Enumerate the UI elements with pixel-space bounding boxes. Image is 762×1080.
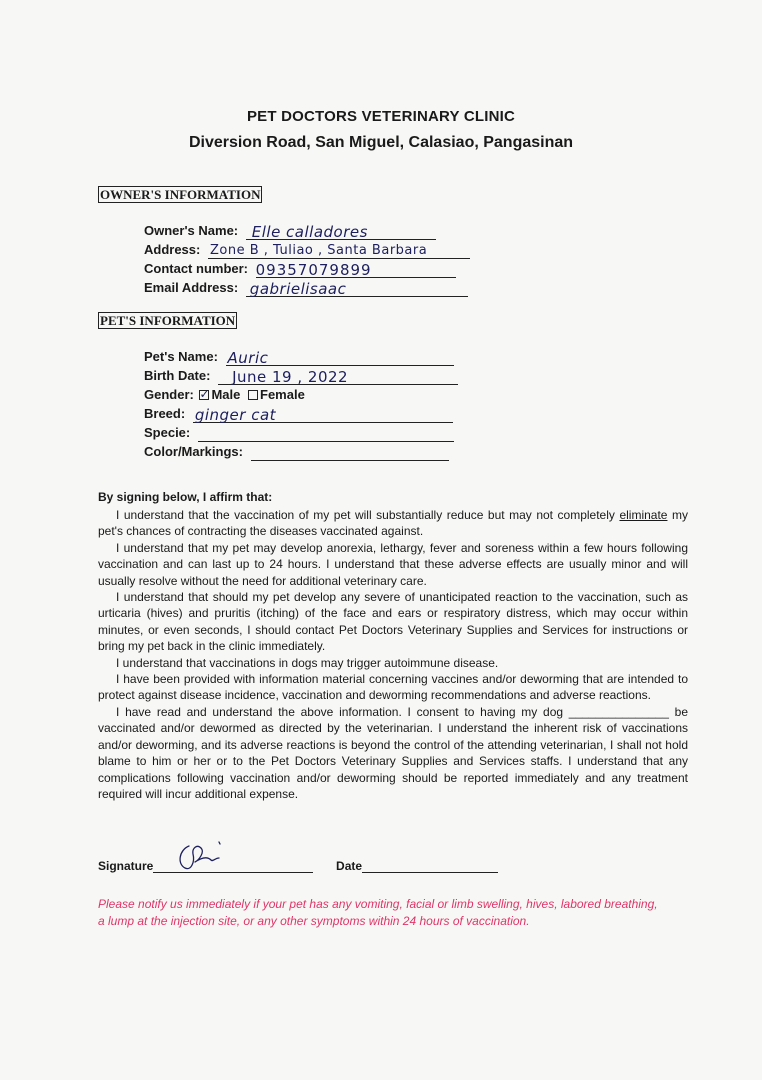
pet-name-label: Pet's Name:	[144, 349, 218, 364]
pet-breed-value: ginger cat	[194, 406, 277, 424]
pet-section-title: PET'S INFORMATION	[100, 313, 236, 328]
owner-section-title: OWNER'S INFORMATION	[100, 187, 261, 202]
gender-female-checkbox[interactable]	[248, 390, 258, 400]
pet-breed-row	[144, 405, 453, 423]
owner-name-value: Elle calladores	[251, 223, 368, 241]
gender-female-label: Female	[260, 387, 305, 402]
pet-breed-field[interactable]	[193, 406, 453, 423]
owner-address-value: Zone B , Tuliao , Santa Barbara	[209, 243, 428, 258]
pet-name-value: Auric	[227, 349, 269, 367]
affirmation-heading: By signing below, I affirm that:	[98, 490, 273, 504]
pet-name-row	[144, 348, 454, 366]
affirmation-paragraph: I understand that my pet may develop anorexia, lethargy, fever and soreness within a few hours following vaccination and can last up to 24 hours. I understand that these adverse effects are usually minor and will usually resolve without the need for additional veterinary care.	[98, 540, 688, 588]
owner-name-row	[144, 222, 436, 240]
checkmark-icon: ✓	[199, 386, 210, 401]
affirmation-p1-end: my pet's chances of contracting the diseases vaccinated against.	[98, 508, 688, 539]
pet-birth-field[interactable]	[218, 368, 458, 385]
clinic-name: PET DOCTORS VETERINARY CLINIC	[246, 108, 516, 125]
affirmation-paragraph: I understand that vaccinations in dogs may trigger autoimmune disease.	[116, 655, 499, 670]
pet-gender-label: Gender:	[144, 387, 194, 402]
owner-contact-label: Contact number:	[144, 261, 248, 276]
owner-address-label: Address:	[144, 242, 201, 257]
affirmation-p1-underlined: eliminate	[619, 508, 668, 522]
signature-row	[98, 858, 498, 873]
owner-contact-field[interactable]	[256, 261, 456, 278]
owner-name-label: Owner's Name:	[144, 223, 239, 238]
affirmation-body	[98, 507, 688, 802]
pet-specie-label: Specie:	[144, 425, 191, 440]
owner-email-label: Email Address:	[144, 280, 239, 295]
owner-email-field[interactable]	[246, 280, 468, 297]
affirmation-paragraph: I have been provided with information material concerning vaccines and/or deworming that are intended to protect against disease incidence, vaccination and deworming recommendations and adverse reactions.	[98, 672, 688, 703]
pet-birth-label: Birth Date:	[144, 368, 211, 383]
signature-label: Signature	[98, 859, 154, 873]
affirmation-paragraph: I understand that should my pet develop any severe of unanticipated reaction to the vaccination, such as urticaria (hives) and pruritis (itching) of the face and ears or respiratory distress, which may occur within minutes, or even seconds, I should contact Pet Doctors Veterinary Supplies and Services for instructions or bring my pet back in the clinic immediately.	[98, 590, 688, 654]
pet-color-field[interactable]	[251, 444, 449, 461]
signature-field[interactable]	[153, 858, 313, 873]
pet-birth-row	[144, 367, 458, 385]
owner-address-field[interactable]	[208, 242, 470, 259]
owner-contact-value: 09357079899	[255, 261, 372, 279]
owner-contact-row	[144, 260, 456, 278]
date-field[interactable]	[362, 858, 498, 873]
owner-address-row	[144, 241, 470, 259]
owner-name-field[interactable]	[246, 223, 436, 240]
affirmation-paragraph: I have read and understand the above information. I consent to having my dog _______________ be vaccinated and/or dewormed as directed by the veterinarian. I understand the inherent risk of vaccinations and/or deworming, and its adverse reactions is beyond the control of the attending veterinarian, I shall not hold blame to him or her or to the Pet Doctors Veterinary Supplies and Services staffs. I understand that any complications following vaccination and/or deworming should be reported immediately and any treatment required will incur additional expense.	[98, 704, 688, 801]
pet-birth-value: June 19 , 2022	[232, 368, 349, 386]
pet-specie-field[interactable]	[198, 425, 454, 442]
pet-name-field[interactable]	[226, 349, 454, 366]
signature-scribble	[175, 840, 235, 874]
gender-male-label: Male	[211, 387, 241, 402]
affirmation-p1-start: I understand that the vaccination of my pet will substantially reduce but may not completely	[116, 508, 615, 522]
gender-male-checkbox[interactable]	[199, 386, 210, 401]
pet-gender-row	[144, 386, 305, 404]
pet-color-label: Color/Markings:	[144, 444, 243, 459]
notice-text: Please notify us immediately if your pet has any vomiting, facial or limb swelling, hives, labored breathing, a lump at the injection site, or any other symptoms within 24 hours of vaccination.	[98, 897, 658, 928]
date-label: Date	[336, 859, 363, 873]
pet-color-row	[144, 443, 449, 461]
pet-breed-label: Breed:	[144, 406, 186, 421]
owner-email-row	[144, 279, 468, 297]
owner-email-value: gabrielisaac	[249, 280, 347, 298]
clinic-address: Diversion Road, San Miguel, Calasiao, Pangasinan	[188, 134, 574, 151]
affirmation-paragraph	[98, 507, 688, 540]
pet-specie-row	[144, 424, 454, 442]
